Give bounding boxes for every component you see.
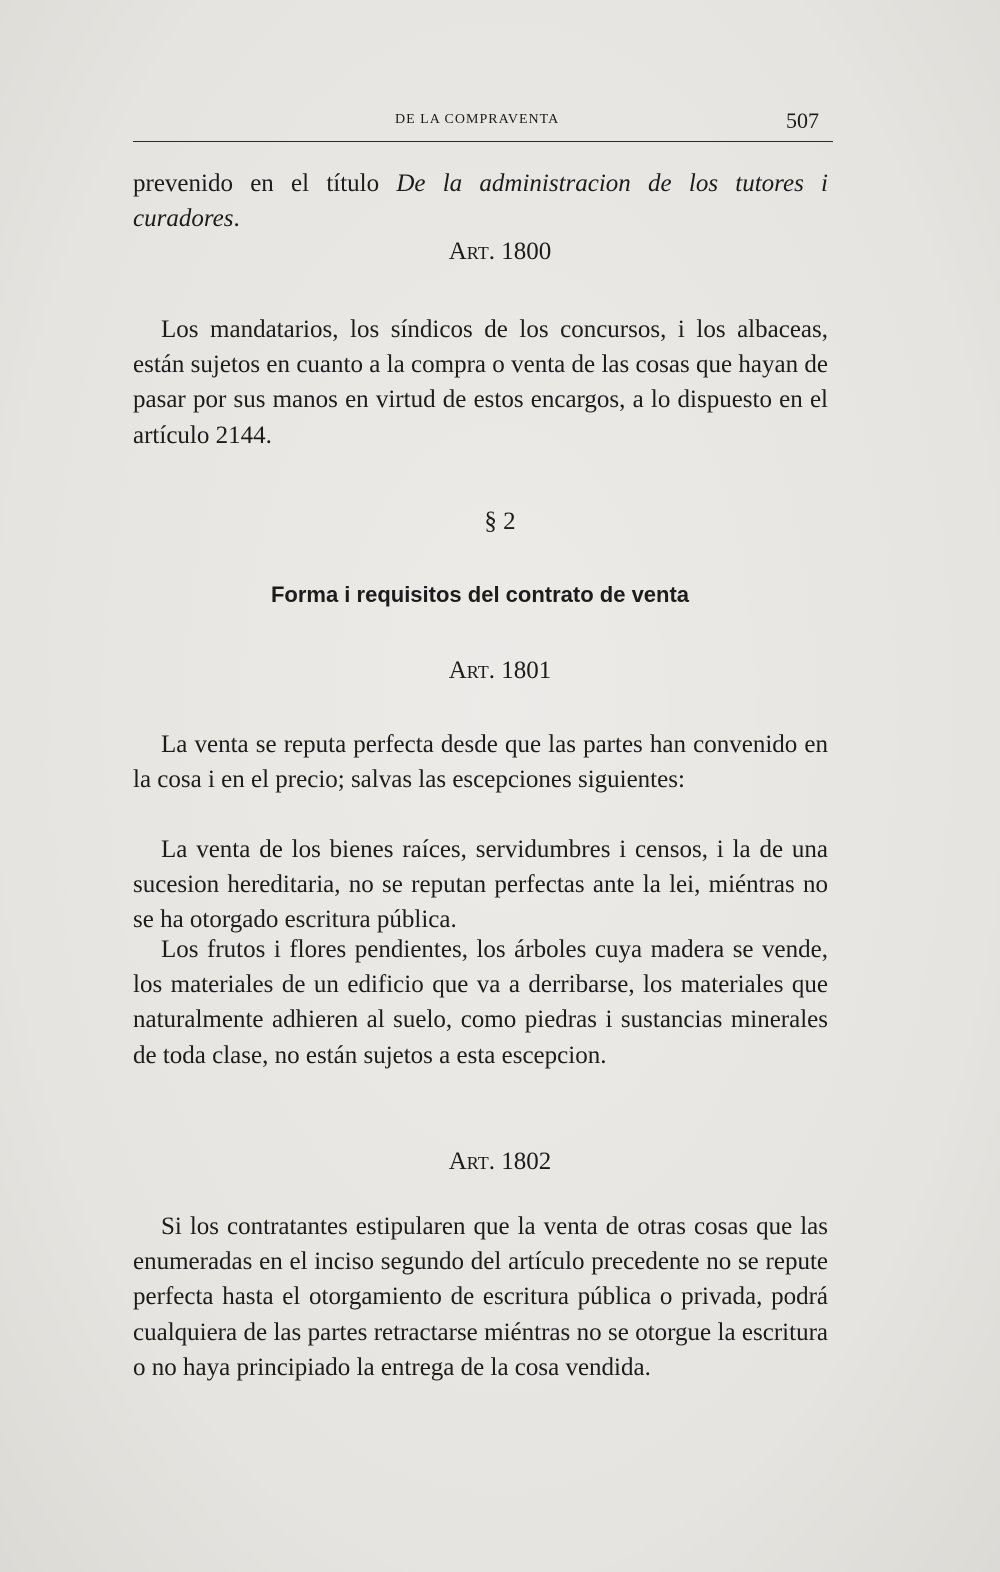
section-title: Forma i requisitos del contrato de venta [270, 582, 690, 607]
page-number: 507 [786, 108, 819, 133]
article-heading-1800 [0, 238, 1000, 266]
intro-paragraph [133, 166, 828, 236]
article-1802-paragraph-1: Si los contratantes estipularen que la venta de otras cosas que las enumeradas en el inciso segundo del artículo precedente no se repute perfecta hasta el otorgamiento de escritura pública o privada, podrá cualquiera de las partes retractarse miéntras no se otorgue la escritura o no haya principiado la entrega de la cosa vendida. [133, 1213, 828, 1381]
article-label: Art. [448, 238, 495, 265]
article-number: 1802 [501, 1148, 552, 1175]
article-1801-paragraph-2: La venta de los bienes raíces, servidumbres i censos, i la de una sucesion hereditaria, no se reputan perfectas ante la lei, miéntras no se ha otorgado escritura pública. [133, 836, 828, 934]
article-number: 1800 [501, 238, 552, 265]
intro-suffix: . [233, 205, 240, 233]
intro-italic-title: De la administracion de los tutores i curadores [133, 170, 828, 233]
article-label: Art. [448, 1148, 495, 1175]
running-head: DE LA COMPRAVENTA [395, 112, 560, 127]
article-1800-paragraph-1: Los mandatarios, los síndicos de los concursos, i los albaceas, están sujetos en cuanto a la compra o venta de las cosas que hayan de pasar por sus manos en virtud de estos encargos, a lo dispuesto en el artículo 2144. [133, 316, 828, 449]
article-label: Art. [448, 657, 495, 684]
article-heading-1801 [0, 657, 1000, 685]
article-number: 1801 [501, 657, 552, 684]
page-header [133, 108, 833, 142]
section-mark: § 2 [484, 508, 516, 535]
header-rule [133, 141, 833, 142]
intro-prefix: prevenido en el título [133, 170, 397, 197]
article-1801-paragraph-3: Los frutos i flores pendientes, los árboles cuya madera se vende, los materiales de un edificio que va a derribarse, los materiales que naturalmente adhieren al suelo, como piedras i sustancias minerales de toda clase, no están sujetos a esta escepcion. [133, 936, 828, 1069]
article-heading-1802 [0, 1148, 1000, 1176]
article-1801-paragraph-1: La venta se reputa perfecta desde que las partes han convenido en la cosa i en el precio; salvas las escepciones siguientes: [133, 731, 828, 794]
